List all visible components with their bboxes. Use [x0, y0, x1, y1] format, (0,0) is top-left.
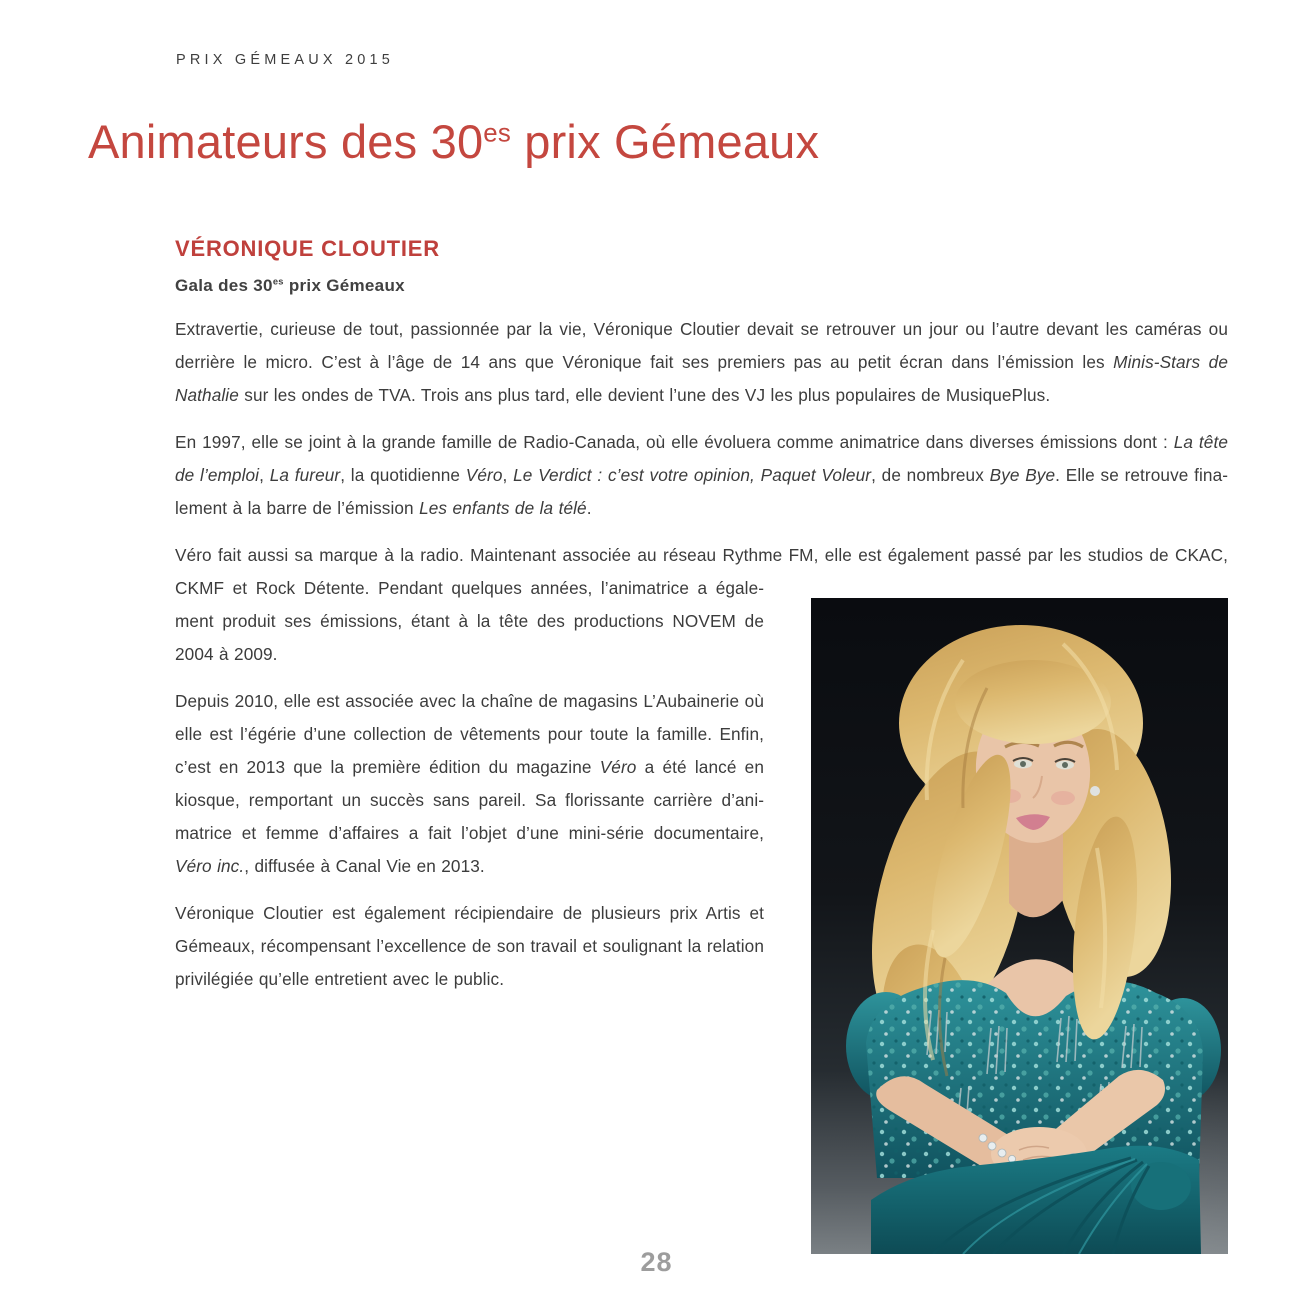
- page-title-text-after: prix Gémeaux: [510, 115, 820, 168]
- profile-subtitle: [175, 275, 1228, 296]
- body-paragraph: Véro fait aussi sa marque à la radio. Maintenant associée au réseau Rythme FM, elle est également passé par les studios de CKAC, CKMF et Rock Détente. Pendant quelques années, l’animatrice a également produit ses émissions, étant à la tête des productions NOVEM de 2004 à 2009.: [175, 545, 1228, 664]
- body-paragraph: Extravertie, curieuse de tout, passionnée par la vie, Véronique Cloutier devait se retrouver un jour ou l’autre devant les caméras ou derrière le micro. C’est à l’âge de 14 ans que Véronique fait ses premiers pas au petit écran dans l’émission les Minis-Stars de Nathalie sur les ondes de TVA. Trois ans plus tard, elle devient l’une des VJ les plus populaires de MusiquePlus.: [175, 319, 1228, 405]
- body-paragraph: Véronique Cloutier est également récipiendaire de plusieurs prix Artis et Gémeaux, récompensant l’excellence de son travail et soulignant la relation privilégiée qu’elle entretient avec le public.: [175, 903, 764, 989]
- page-kicker: PRIX GÉMEAUX 2015: [176, 52, 395, 68]
- body-paragraph: Depuis 2010, elle est associée avec la chaîne de magasins L’Aubainerie où elle est l’égérie d’une collection de vêtements pour toute la famille. Enfin, c’est en 2013 que la première édition du magazine Véro a été lancé en kiosque, remportant un succès sans pareil. Sa florissante carrière d’animatrice et femme d’affaires a fait l’objet d’une mini-série documentaire, Véro inc., diffusée à Canal Vie en 2013.: [175, 691, 764, 876]
- portrait-photo-illustration: [811, 598, 1228, 1254]
- profile-subtitle-text-after: prix Gémeaux: [283, 276, 405, 295]
- profile-name-heading: VÉRONIQUE CLOUTIER: [175, 236, 440, 261]
- body-paragraphs: [175, 313, 1228, 996]
- earring: [1090, 786, 1100, 796]
- portrait-photo: [811, 598, 1228, 1254]
- article: [175, 236, 1228, 1254]
- profile-subtitle-superscript: es: [272, 276, 284, 287]
- portrait-photo-float: [764, 539, 1228, 1254]
- profile-subtitle-text: Gala des 30: [175, 276, 273, 295]
- page-title-superscript: es: [483, 119, 511, 148]
- page-number: 28: [640, 1247, 673, 1277]
- page-title-text: Animateurs des 30: [88, 115, 484, 168]
- page-title: [88, 116, 1228, 168]
- body-paragraph: En 1997, elle se joint à la grande famille de Radio-Canada, où elle évoluera comme animatrice dans diverses émissions dont : La tête de l’emploi, La fureur, la quotidienne Véro, Le Verdict : c’est votre opinion, Paquet Voleur, de nombreux Bye Bye. Elle se retrouve finalement à la barre de l’émission Les enfants de la télé.: [175, 432, 1228, 518]
